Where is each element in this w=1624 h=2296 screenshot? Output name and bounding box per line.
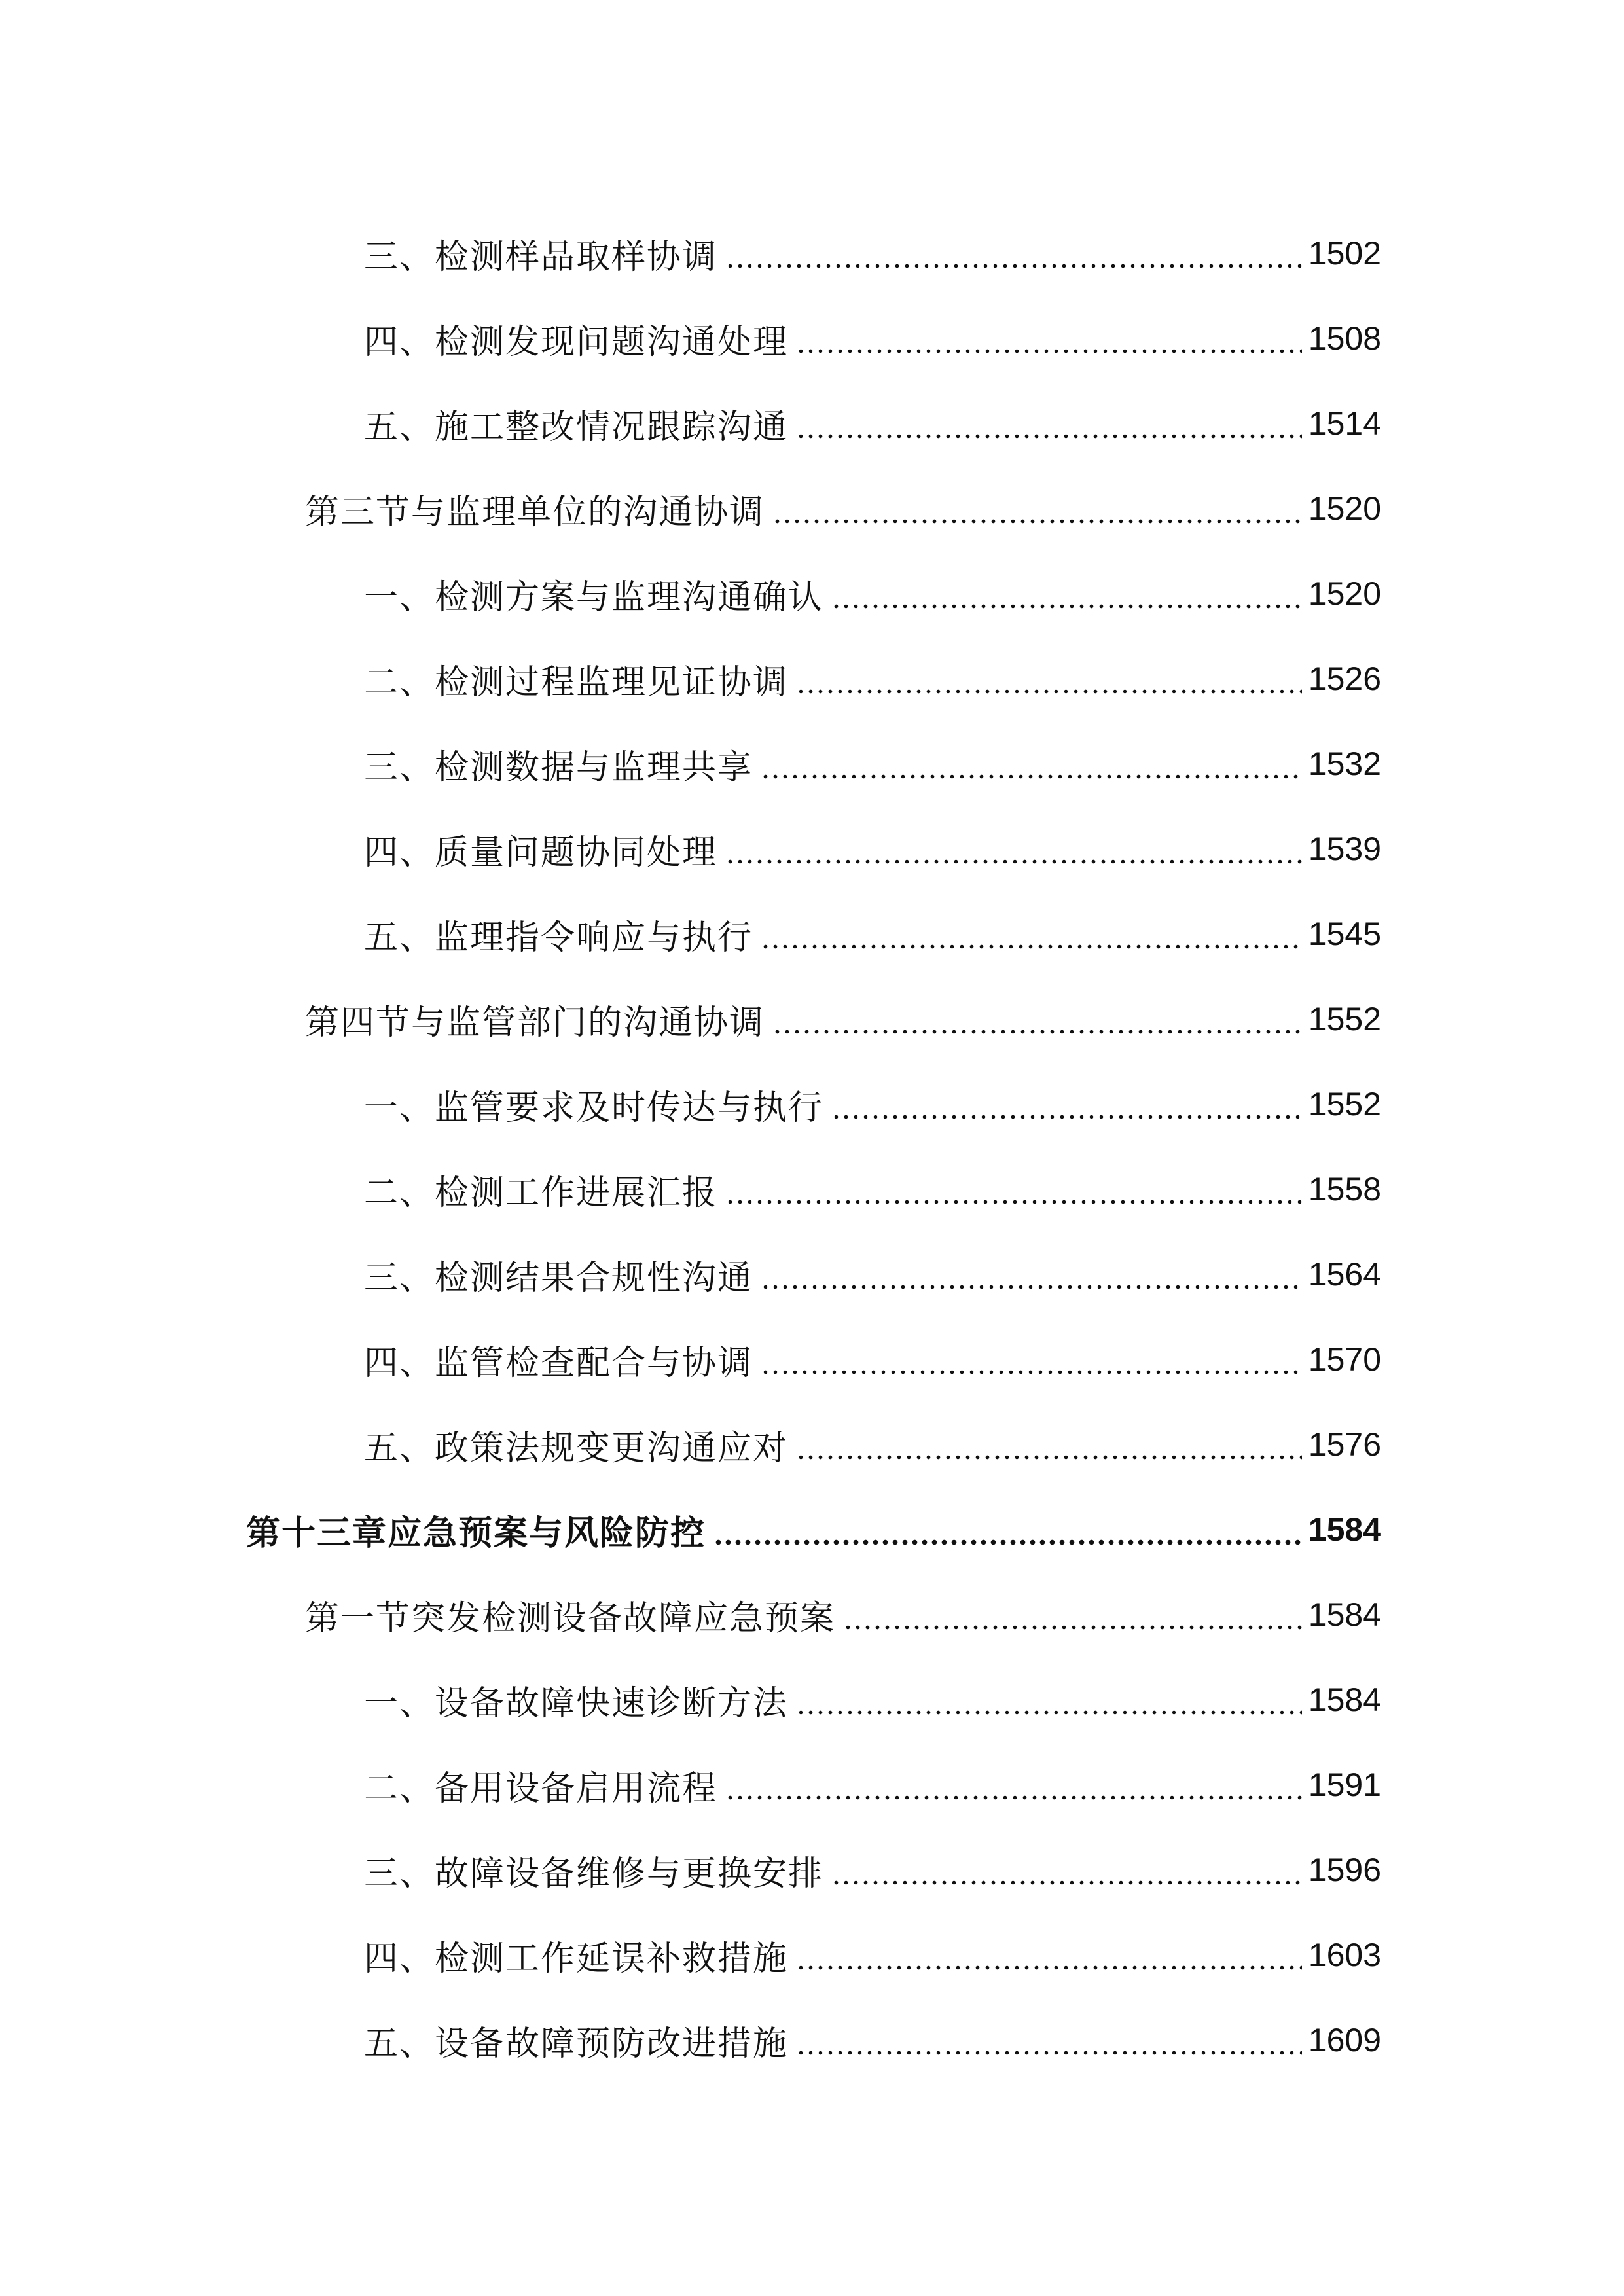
dot-leader bbox=[725, 832, 1302, 866]
toc-entry-item[interactable] bbox=[0, 1232, 1624, 1317]
toc-page-number: 1552 bbox=[1308, 1086, 1381, 1122]
toc-page-number: 1584 bbox=[1308, 1511, 1381, 1548]
dot-leader bbox=[772, 492, 1302, 526]
dot-leader bbox=[761, 747, 1302, 781]
toc-page-number: 1570 bbox=[1308, 1341, 1381, 1378]
toc-entry-title: 二、检测过程监理见证协调 bbox=[364, 662, 789, 702]
toc-entry-title: 三、检测数据与监理共享 bbox=[364, 747, 753, 787]
toc-entry-title: 三、故障设备维修与更换安排 bbox=[364, 1854, 824, 1893]
dot-leader bbox=[796, 406, 1302, 440]
toc-entry-title: 第三节与监理单位的沟通协调 bbox=[305, 492, 765, 532]
toc-entry-title: 四、检测工作延误补救措施 bbox=[364, 1939, 789, 1979]
toc-entry-section[interactable] bbox=[0, 466, 1624, 551]
dot-leader bbox=[761, 1342, 1302, 1376]
toc-entry-item[interactable] bbox=[0, 1827, 1624, 1912]
toc-page-number: 1532 bbox=[1308, 745, 1381, 782]
toc-entry-item[interactable] bbox=[0, 721, 1624, 806]
dot-leader bbox=[796, 1938, 1302, 1972]
toc-page-number: 1539 bbox=[1308, 831, 1381, 867]
toc-entry-item[interactable] bbox=[0, 1317, 1624, 1402]
toc-entry-title: 二、检测工作进展汇报 bbox=[364, 1173, 718, 1213]
dot-leader bbox=[725, 1172, 1302, 1206]
toc-page-number: 1520 bbox=[1308, 575, 1381, 612]
dot-leader bbox=[796, 321, 1302, 355]
dot-leader bbox=[761, 1257, 1302, 1291]
toc-page-number: 1564 bbox=[1308, 1256, 1381, 1293]
toc-entry-title: 四、质量问题协同处理 bbox=[364, 833, 718, 872]
toc-page-number: 1584 bbox=[1308, 1681, 1381, 1718]
toc-entry-item[interactable] bbox=[0, 1062, 1624, 1147]
dot-leader bbox=[713, 1513, 1302, 1547]
toc-entry-title: 第一节突发检测设备故障应急预案 bbox=[305, 1598, 836, 1638]
toc-entry-item[interactable] bbox=[0, 1402, 1624, 1487]
toc-entry-item[interactable] bbox=[0, 296, 1624, 381]
toc-page-number: 1514 bbox=[1308, 405, 1381, 442]
toc-entry-section[interactable] bbox=[0, 1572, 1624, 1657]
dot-leader bbox=[761, 917, 1302, 951]
dot-leader bbox=[831, 1087, 1302, 1121]
toc-entry-item[interactable] bbox=[0, 211, 1624, 296]
toc-entry-title: 一、设备故障快速诊断方法 bbox=[364, 1683, 789, 1723]
toc-page-number: 1584 bbox=[1308, 1596, 1381, 1633]
toc-entry-title: 四、检测发现问题沟通处理 bbox=[364, 322, 789, 362]
dot-leader bbox=[796, 1427, 1302, 1462]
toc-page-number: 1603 bbox=[1308, 1937, 1381, 1973]
toc-entry-title: 五、政策法规变更沟通应对 bbox=[364, 1428, 789, 1468]
toc-entry-title: 三、检测样品取样协调 bbox=[364, 237, 718, 277]
toc-entry-title: 第四节与监管部门的沟通协调 bbox=[305, 1003, 765, 1043]
toc-page-number: 1526 bbox=[1308, 660, 1381, 697]
toc-page-number: 1508 bbox=[1308, 320, 1381, 357]
toc-entry-item[interactable] bbox=[0, 891, 1624, 977]
toc-entry-item[interactable] bbox=[0, 381, 1624, 466]
dot-leader bbox=[843, 1598, 1302, 1632]
toc-entry-title: 一、检测方案与监理沟通确认 bbox=[364, 577, 824, 617]
dot-leader bbox=[796, 1683, 1302, 1717]
toc-page-number: 1609 bbox=[1308, 2022, 1381, 2058]
toc-entry-section[interactable] bbox=[0, 977, 1624, 1062]
toc-entry-item[interactable] bbox=[0, 806, 1624, 891]
dot-leader bbox=[725, 236, 1302, 270]
toc-entry-title: 二、备用设备启用流程 bbox=[364, 1768, 718, 1808]
toc-page-number: 1596 bbox=[1308, 1852, 1381, 1888]
toc-page-number: 1576 bbox=[1308, 1426, 1381, 1463]
toc-entry-item[interactable] bbox=[0, 1657, 1624, 1742]
toc-page-number: 1552 bbox=[1308, 1001, 1381, 1037]
toc-entry-item[interactable] bbox=[0, 1742, 1624, 1827]
toc-entry-title: 四、监管检查配合与协调 bbox=[364, 1343, 753, 1383]
dot-leader bbox=[772, 1002, 1302, 1036]
toc-entry-title: 五、监理指令响应与执行 bbox=[364, 918, 753, 958]
toc-entry-item[interactable] bbox=[0, 636, 1624, 721]
toc-page-number: 1502 bbox=[1308, 235, 1381, 272]
toc-entry-title: 五、施工整改情况跟踪沟通 bbox=[364, 407, 789, 447]
dot-leader bbox=[796, 662, 1302, 696]
table-of-contents bbox=[0, 211, 1624, 2083]
dot-leader bbox=[831, 1853, 1302, 1887]
toc-entry-item[interactable] bbox=[0, 551, 1624, 636]
dot-leader bbox=[725, 1768, 1302, 1802]
toc-entry-title: 三、检测结果合规性沟通 bbox=[364, 1258, 753, 1298]
toc-page-number: 1591 bbox=[1308, 1767, 1381, 1803]
toc-entry-title: 一、监管要求及时传达与执行 bbox=[364, 1088, 824, 1128]
toc-entry-title: 五、设备故障预防改进措施 bbox=[364, 2024, 789, 2064]
toc-entry-chapter[interactable] bbox=[0, 1487, 1624, 1572]
dot-leader bbox=[831, 577, 1302, 611]
toc-entry-item[interactable] bbox=[0, 1998, 1624, 2083]
toc-entry-item[interactable] bbox=[0, 1147, 1624, 1232]
toc-page-number: 1520 bbox=[1308, 490, 1381, 527]
toc-entry-title: 第十三章应急预案与风险防控 bbox=[246, 1513, 706, 1553]
toc-page-number: 1558 bbox=[1308, 1171, 1381, 1208]
dot-leader bbox=[796, 2023, 1302, 2057]
toc-page-number: 1545 bbox=[1308, 916, 1381, 952]
toc-entry-item[interactable] bbox=[0, 1912, 1624, 1998]
